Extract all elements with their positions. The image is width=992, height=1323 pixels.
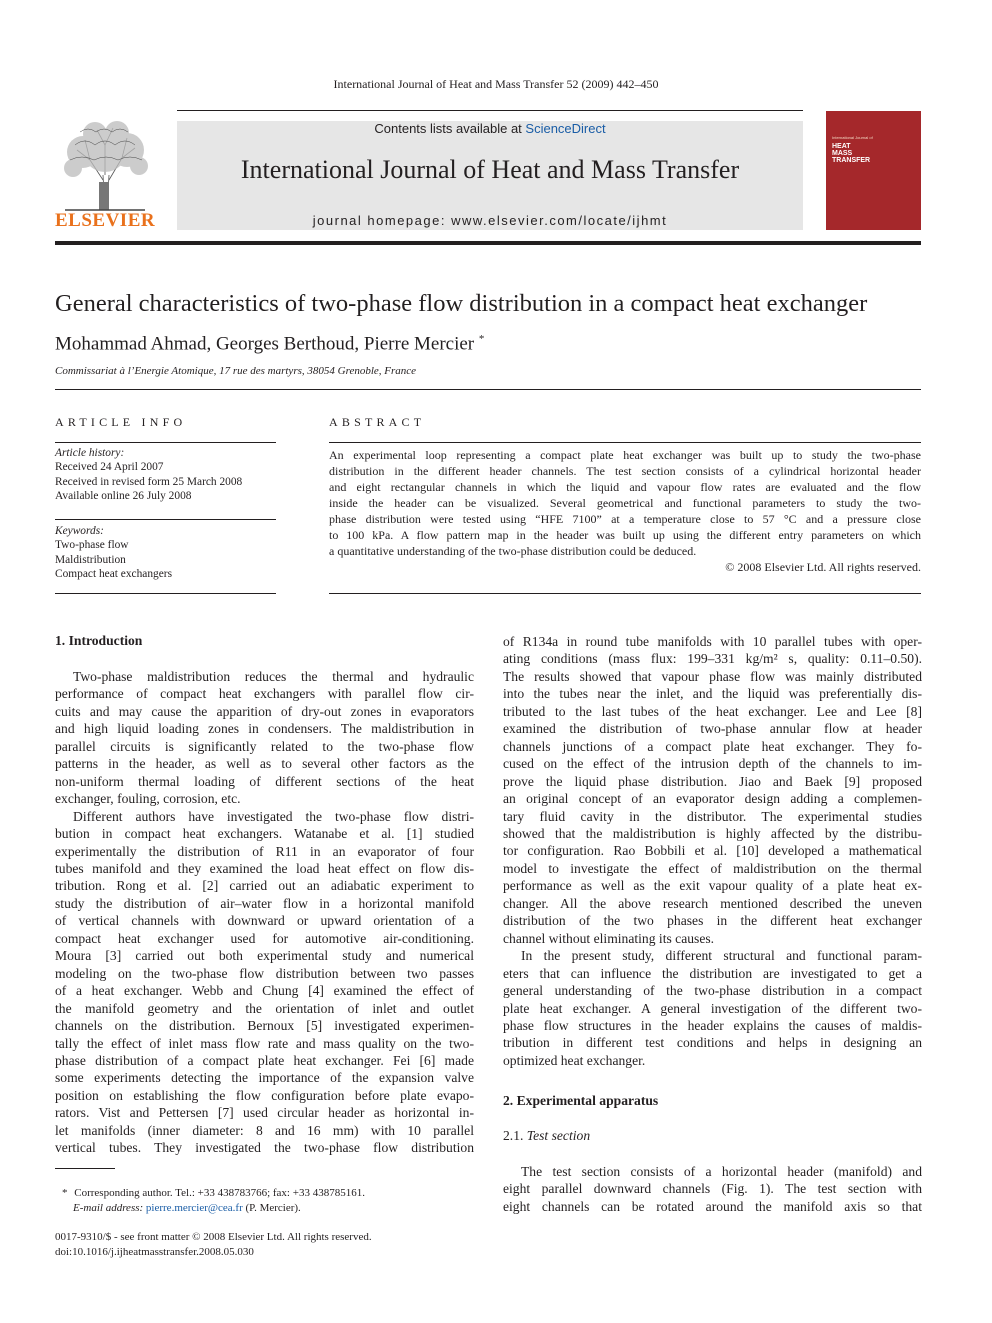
text-line: plate heat exchanger. A general investigation of the different two- [503, 1000, 922, 1016]
doi-line[interactable]: doi:10.1016/j.ijheatmasstransfer.2008.05.030 [55, 1246, 254, 1258]
text-line: channel without eliminating its causes. [503, 930, 715, 946]
article-history [55, 446, 276, 503]
text-line: and high liquid loading zones in condensers. The maldistribution in [55, 721, 474, 737]
article-title: General characteristics of two-phase flow distribution in a compact heat exchanger [55, 290, 868, 317]
elsevier-tree-icon [55, 120, 155, 212]
text-line: Moura [3] carried out both experimental study and numerical [55, 948, 474, 964]
front-matter-line: 0017-9310/$ - see front matter © 2008 Elsevier Ltd. All rights reserved. [55, 1231, 372, 1243]
history-item: Received 24 April 2007 [55, 461, 164, 474]
keyword-item: Two-phase flow [55, 539, 129, 552]
text-line: tributed to the last tubes of the heat exchanger. Lee and Lee [8] [503, 703, 922, 719]
text-line: exchanger, fouling, corrosion, etc. [55, 791, 241, 807]
text-line: eters that can influence the distribution are investigated to get a [503, 965, 922, 981]
text-line: changer. All the above research mentioned described the uneven [503, 895, 922, 911]
text-line: distribution of the two phases in the different heat exchanger [503, 913, 922, 929]
cover-title-line: TRANSFER [832, 157, 871, 164]
running-head: International Journal of Heat and Mass Transfer 52 (2009) 442–450 [333, 77, 659, 91]
text-line: non-uniform thermal loading of different sections of the heat [55, 773, 474, 789]
authors [55, 333, 484, 355]
history-item: Received in revised form 25 March 2008 [55, 475, 243, 488]
text-line: position on establishing the flow configuration before plate evapo- [55, 1087, 474, 1103]
text-line: general understanding of the two-phase distribution in a compact [503, 983, 922, 999]
text-line: patterns in the header, as well as to several other factors as the [55, 756, 474, 772]
text-line: phase distribution of a compact plate heat exchanger. Fei [6] made [55, 1052, 474, 1068]
abstract-text [329, 447, 921, 575]
right-column-text [503, 633, 922, 1069]
text-line: Different authors have investigated the two-phase flow distri- [73, 808, 474, 824]
contents-line [177, 121, 803, 136]
title-rule [55, 389, 921, 390]
email-line [73, 1201, 482, 1216]
abstract-bottom-rule [329, 593, 921, 594]
abstract-line: and eight rectangular channels in which the liquid and vapour flow rates are evaluated and the flow [329, 480, 921, 494]
abstract-line: An experimental loop representing a compact plate heat exchanger was built up to study the two-phase [329, 448, 921, 462]
email-suffix: (P. Mercier). [245, 1202, 301, 1214]
text-line: showed that the maldistribution is highly affected by the distribu- [503, 825, 922, 841]
text-line: The test section consists of a horizontal header (manifold) and [521, 1164, 922, 1179]
text-line: cused on the effect of the intrusion depth of the channels to im- [503, 756, 922, 772]
cover-title [832, 143, 870, 164]
right-column-text-2 [503, 1163, 922, 1215]
front-matter [55, 1230, 475, 1260]
email-label: E-mail address: [73, 1202, 144, 1214]
text-line: of a heat exchanger. Webb and Chung [4] examined the effect of [55, 983, 474, 999]
cover-title-line: HEAT [832, 143, 851, 150]
corresponding-text: Corresponding author. Tel.: +33 438783766; fax: +33 438785161. [74, 1187, 365, 1199]
section-heading-introduction: 1. Introduction [55, 633, 143, 648]
text-line: study the distribution of air–water flow in a horizontal manifold [55, 895, 474, 911]
text-line: of vertical channels with downward or upward orientation of a [55, 913, 474, 929]
corresponding-author-mark[interactable]: * [478, 333, 485, 345]
elsevier-logo[interactable] [55, 120, 155, 232]
journal-title: International Journal of Heat and Mass Transfer [240, 155, 740, 184]
text-line: tribution. Rong et al. [2] carried out an adiabatic experiment to [55, 878, 474, 894]
keywords [55, 524, 276, 581]
left-column-text [55, 668, 474, 1157]
text-line: bution in compact heat exchangers. Watanabe et al. [1] studied [55, 826, 474, 842]
text-line: eight parallel downward channels (Fig. 1). The test section with [503, 1181, 922, 1197]
text-line: model to investigate the effect of maldistribution on the thermal [503, 860, 922, 876]
text-line: channels junctions of a compact plate heat exchanger. They fo- [503, 738, 922, 754]
text-line: performance of compact heat exchangers with parallel flow cir- [55, 686, 474, 702]
text-line: the manifold geometry and the orientation of inlet and outlet [55, 1000, 474, 1016]
abstract-line: distribution in the different header channels. The test section consists of a cylindrical horizontal header [329, 464, 921, 478]
text-line: let manifolds (inner diameter: 8 and 16 mm) with 10 parallel [55, 1122, 474, 1138]
text-line: some experiments detecting the importance of the expansion valve [55, 1070, 474, 1086]
text-line: eight channels can be rotated around the manifold axis so that [503, 1198, 922, 1214]
text-line: cuits and may cause the apparition of dry-out zones in evaporators [55, 703, 474, 719]
history-label: Article history: [55, 447, 125, 459]
keywords-label: Keywords: [55, 525, 104, 537]
keyword-item: Maldistribution [55, 553, 126, 566]
elsevier-wordmark: ELSEVIER [55, 210, 156, 231]
abstract-line: inside the header can be visualized. Several geometrical and functional parameters to study the two- [329, 496, 921, 510]
text-line: parallel circuits is significantly related to the two-phase flow [55, 738, 474, 754]
text-line: vertical tubes. They investigated the two-phase flow distribution [55, 1140, 474, 1156]
article-info-bottom-rule [55, 593, 276, 594]
text-line: The results showed that vapour phase flow was mainly distributed [503, 668, 922, 684]
article-info-heading: ARTICLE INFO [55, 415, 187, 429]
header-top-rule [177, 110, 803, 111]
abstract-heading: ABSTRACT [329, 415, 426, 429]
journal-cover-image[interactable] [826, 111, 921, 230]
text-line: tribution in different test conditions and helps in designing an [503, 1035, 922, 1051]
corresponding-line [62, 1186, 482, 1201]
journal-homepage-link[interactable]: journal homepage: www.elsevier.com/locate/ijhmt [312, 213, 668, 228]
subsection-title: Test section [526, 1128, 591, 1143]
text-line: examined the distribution of two-phase annular flow at header [503, 721, 922, 737]
text-line: rators. Vist and Pettersen [7] used circular header as horizontal in- [55, 1105, 474, 1121]
section-heading-experimental-apparatus: 2. Experimental apparatus [503, 1093, 659, 1108]
text-line: Two-phase maldistribution reduces the thermal and hydraulic [73, 669, 474, 684]
footnote-rule [55, 1168, 115, 1169]
author-list: Mohammad Ahmad, Georges Berthoud, Pierre Mercier [55, 333, 475, 355]
text-line: tally the effect of inlet mass flow rate and mass quality on the two- [55, 1035, 474, 1051]
abstract-line: phase distribution were tested using “HFE 7100” at a temperature close to 57 °C and a pressure close [329, 512, 921, 526]
keywords-rule [55, 519, 276, 520]
text-line: optimized heat exchanger. [503, 1052, 646, 1068]
text-line: phase flow structures in the header explains the causes of maldis- [503, 1017, 922, 1033]
text-line: compact heat exchanger used for automotive air-conditioning. [55, 930, 474, 946]
article-info-rule [55, 442, 276, 443]
text-line: of R134a in round tube manifolds with 10 parallel tubes with oper- [503, 634, 922, 649]
email-link[interactable]: pierre.mercier@cea.fr [145, 1202, 243, 1214]
corresponding-footnote [62, 1186, 482, 1216]
text-line: tary fluid cavity in the distributor. The experimental studies [503, 808, 922, 824]
subsection-heading-test-section [503, 1128, 590, 1144]
text-line: channels on the distribution. Bernoux [5] investigated experimen- [55, 1018, 474, 1034]
text-line: an original concept of an evaporator design adding a complemen- [503, 791, 922, 807]
text-line: tor configuration. Rao Bobbili et al. [10] developed a mathematical [503, 843, 922, 859]
sciencedirect-link[interactable]: ScienceDirect [525, 121, 606, 136]
text-line: tubes manifold and they examined the load heat effect on flow dis- [55, 860, 474, 876]
abstract-line: to 100 kPa. A flow pattern map in the header was built up using the different entry parameters on which [329, 528, 921, 542]
cover-title-line: MASS [832, 150, 853, 157]
history-item: Available online 26 July 2008 [55, 489, 192, 502]
contents-prefix: Contents lists available at [374, 121, 526, 136]
keyword-item: Compact heat exchangers [55, 567, 173, 580]
affiliation: Commissariat à l’Energie Atomique, 17 rue des martyrs, 38054 Grenoble, France [55, 365, 417, 377]
text-line: prove the liquid phase distribution. Jiao and Baek [9] proposed [503, 773, 922, 789]
abstract-line: a quantitative understanding of the two-phase distribution could be deduced. [329, 544, 697, 558]
text-line: In the present study, different structural and functional param- [521, 948, 922, 964]
text-line: into the tubes near the inlet, and the liquid was preferentially dis- [503, 686, 922, 702]
abstract-copyright: © 2008 Elsevier Ltd. All rights reserved. [725, 560, 921, 574]
subsection-number: 2.1. [503, 1128, 524, 1143]
text-line: modeling on the two-phase flow distribution between two passes [55, 965, 474, 981]
text-line: experimentally the distribution of R11 in an evaporator of four [55, 843, 474, 859]
cover-subtitle: International Journal of [832, 135, 873, 140]
header-bottom-rule [55, 241, 921, 245]
footnote-mark: * [62, 1187, 68, 1199]
text-line: performance as well as the exit vapour quality of a plate heat ex- [503, 878, 922, 894]
text-line: ating conditions (mass flux: 199–331 kg/m² s, quality: 0.11–0.50). [503, 651, 922, 667]
abstract-rule [329, 442, 921, 443]
